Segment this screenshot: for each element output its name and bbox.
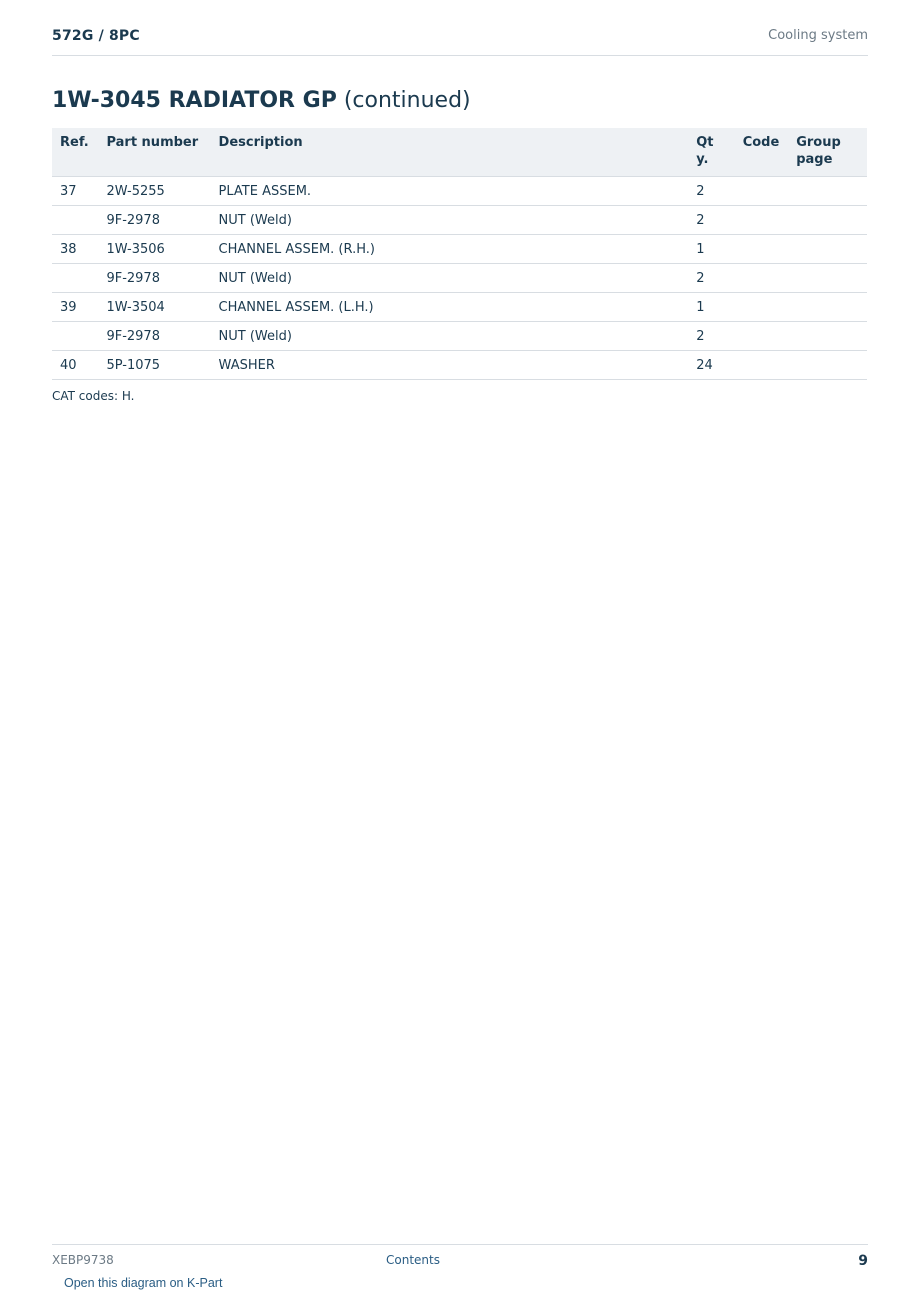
table-row [52,293,867,322]
parts-table [52,128,867,380]
cell-code [735,177,789,206]
cell-qty: 2 [688,177,734,206]
col-qty: Qty. [688,128,734,177]
page-footer [52,1244,868,1275]
cell-group-page [788,235,867,264]
cell-qty: 1 [688,235,734,264]
kpart-diagram-link[interactable]: Open this diagram on K-Part [64,1276,223,1290]
cell-qty: 24 [688,351,734,380]
cell-part-number: 9F-2978 [98,322,210,351]
cat-codes-note: CAT codes: H. [52,389,135,403]
cell-group-page [788,293,867,322]
cell-description: PLATE ASSEM. [211,177,689,206]
cell-description: NUT (Weld) [211,264,689,293]
page-title [52,88,471,113]
cell-code [735,264,789,293]
cell-ref [52,206,98,235]
table-header-row [52,128,867,177]
table-row [52,264,867,293]
cell-code [735,235,789,264]
cell-part-number: 9F-2978 [98,206,210,235]
col-description: Description [211,128,689,177]
cell-group-page [788,264,867,293]
cell-code [735,293,789,322]
title-main: 1W-3045 RADIATOR GP [52,88,337,113]
cell-part-number: 5P-1075 [98,351,210,380]
cell-group-page [788,206,867,235]
cell-part-number: 1W-3504 [98,293,210,322]
page-header [52,28,868,56]
cell-code [735,322,789,351]
cell-ref: 40 [52,351,98,380]
contents-link[interactable]: Contents [386,1253,440,1267]
cell-description: NUT (Weld) [211,206,689,235]
cell-code [735,206,789,235]
cell-description: CHANNEL ASSEM. (R.H.) [211,235,689,264]
col-group-page: Group page [788,128,867,177]
cell-group-page [788,177,867,206]
cell-description: NUT (Weld) [211,322,689,351]
cell-part-number: 2W-5255 [98,177,210,206]
cell-part-number: 9F-2978 [98,264,210,293]
table-row [52,206,867,235]
cell-ref: 37 [52,177,98,206]
cell-qty: 2 [688,322,734,351]
cell-ref: 38 [52,235,98,264]
col-code: Code [735,128,789,177]
table-row [52,322,867,351]
cell-ref [52,264,98,293]
cell-description: CHANNEL ASSEM. (L.H.) [211,293,689,322]
cell-part-number: 1W-3506 [98,235,210,264]
cell-ref [52,322,98,351]
cell-group-page [788,322,867,351]
col-ref: Ref. [52,128,98,177]
page-number: 9 [858,1253,868,1269]
cell-ref: 39 [52,293,98,322]
document-id: XEBP9738 [52,1253,114,1267]
col-part-number: Part number [98,128,210,177]
cell-code [735,351,789,380]
cell-qty: 1 [688,293,734,322]
table-row [52,235,867,264]
table-row [52,177,867,206]
cell-qty: 2 [688,264,734,293]
model-label: 572G / 8PC [52,28,140,44]
cell-description: WASHER [211,351,689,380]
section-label: Cooling system [768,28,868,43]
table-row [52,351,867,380]
cell-group-page [788,351,867,380]
cell-qty: 2 [688,206,734,235]
title-suffix: (continued) [343,88,471,113]
